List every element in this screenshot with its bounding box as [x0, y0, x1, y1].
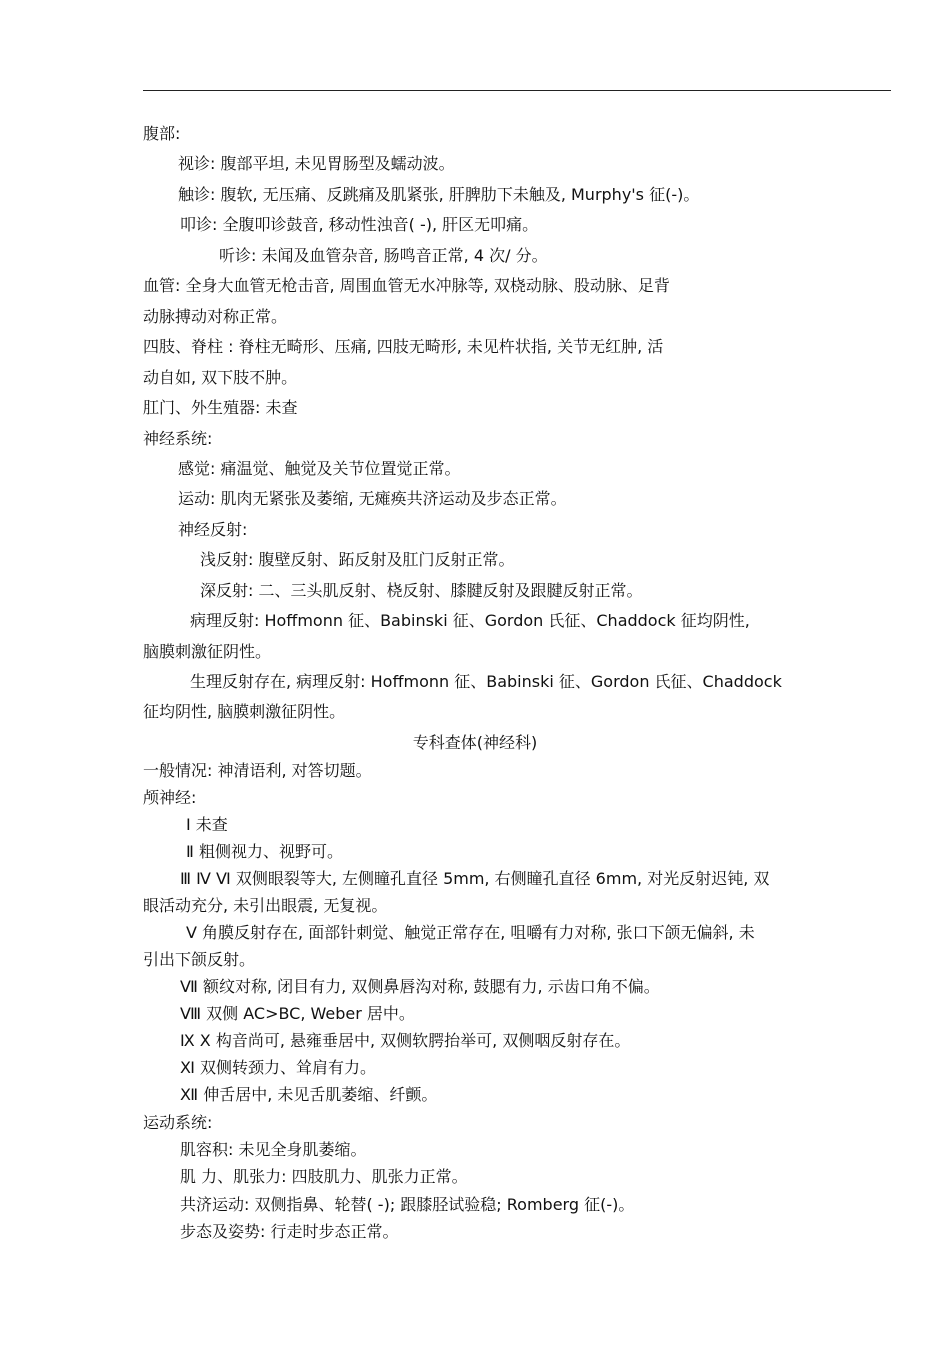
- heading-cranial-nerves: 颅神经:: [143, 788, 197, 807]
- line-cn-3-4-6-cont: 眼活动充分, 未引出眼震, 无复视。: [143, 896, 388, 915]
- line-superficial-reflex: 浅反射: 腹壁反射、跖反射及肛门反射正常。: [200, 550, 515, 569]
- line-physiological-cont: 征均阴性, 脑膜刺激征阴性。: [143, 702, 346, 721]
- line-cn-5: Ⅴ 角膜反射存在, 面部针刺觉、触觉正常存在, 咀嚼有力对称, 张口下颌无偏斜, 未: [186, 923, 755, 942]
- line-gait: 步态及姿势: 行走时步态正常。: [180, 1222, 399, 1241]
- line-cn-5-cont: 引出下颌反射。: [143, 950, 256, 969]
- line-inspection: 视诊: 腹部平坦, 未见胃肠型及蠕动波。: [178, 154, 455, 173]
- line-palpation: 触诊: 腹软, 无压痛、反跳痛及肌紧张, 肝脾肋下未触及, Murphy's 征(-)。: [178, 185, 700, 204]
- line-vessels: 血管: 全身大血管无枪击音, 周围血管无水冲脉等, 双桡动脉、股动脉、足背: [143, 276, 670, 295]
- line-cn-9-10: Ⅸ Ⅹ 构音尚可, 悬雍垂居中, 双侧软腭抬举可, 双侧咽反射存在。: [180, 1031, 631, 1050]
- line-cn-8: Ⅷ 双侧 AC>BC, Weber 居中。: [180, 1004, 415, 1023]
- line-meningeal: 脑膜刺激征阴性。: [143, 642, 272, 661]
- section-title-specialty-exam: 专科查体(神经科): [412, 733, 538, 752]
- heading-reflexes: 神经反射:: [178, 520, 248, 539]
- line-limbs-cont: 动自如, 双下肢不肿。: [143, 368, 298, 387]
- heading-nervous-system: 神经系统:: [143, 429, 213, 448]
- line-auscultation: 听诊: 未闻及血管杂音, 肠鸣音正常, 4 次/ 分。: [219, 246, 548, 265]
- line-cn-3-4-6: Ⅲ Ⅳ Ⅵ 双侧眼裂等大, 左侧瞳孔直径 5mm, 右侧瞳孔直径 6mm, 对光反射迟钝, 双: [180, 869, 770, 888]
- line-sensation: 感觉: 痛温觉、触觉及关节位置觉正常。: [178, 459, 461, 478]
- header-rule: [143, 90, 891, 91]
- line-coordination: 共济运动: 双侧指鼻、轮替( -); 跟膝胫试验稳; Romberg 征(-)。: [180, 1195, 635, 1214]
- line-pathological-reflex: 病理反射: Hoffmonn 征、Babinski 征、Gordon 氏征、Chaddock 征均阴性,: [190, 611, 750, 630]
- line-cn-1: Ⅰ 未查: [186, 815, 228, 834]
- line-limbs-spine: 四肢、脊柱 : 脊柱无畸形、压痛, 四肢无畸形, 未见杵状指, 关节无红肿, 活: [143, 337, 664, 356]
- line-percussion: 叩诊: 全腹叩诊鼓音, 移动性浊音( -), 肝区无叩痛。: [180, 215, 539, 234]
- line-muscle-volume: 肌容积: 未见全身肌萎缩。: [180, 1140, 367, 1159]
- heading-motor-system: 运动系统:: [143, 1113, 213, 1132]
- line-anus-genitals: 肛门、外生殖器: 未查: [143, 398, 298, 417]
- line-cn-2: Ⅱ 粗侧视力、视野可。: [186, 842, 343, 861]
- line-motor: 运动: 肌肉无紧张及萎缩, 无瘫痪共济运动及步态正常。: [178, 489, 567, 508]
- line-cn-7: Ⅶ 额纹对称, 闭目有力, 双侧鼻唇沟对称, 鼓腮有力, 示齿口角不偏。: [180, 977, 660, 996]
- line-cn-11: Ⅺ 双侧转颈力、耸肩有力。: [180, 1058, 377, 1077]
- line-general-condition: 一般情况: 神清语利, 对答切题。: [143, 761, 372, 780]
- heading-abdomen: 腹部:: [143, 124, 181, 143]
- line-muscle-strength: 肌 力、肌张力: 四肢肌力、肌张力正常。: [180, 1167, 468, 1186]
- line-deep-reflex: 深反射: 二、三头肌反射、桡反射、膝腱反射及跟腱反射正常。: [200, 581, 643, 600]
- line-cn-12: Ⅻ 伸舌居中, 未见舌肌萎缩、纤颤。: [180, 1085, 438, 1104]
- line-physiological-reflex: 生理反射存在, 病理反射: Hoffmonn 征、Babinski 征、Gordon 氏征、Chaddock: [190, 672, 782, 691]
- line-vessels-cont: 动脉搏动对称正常。: [143, 307, 288, 326]
